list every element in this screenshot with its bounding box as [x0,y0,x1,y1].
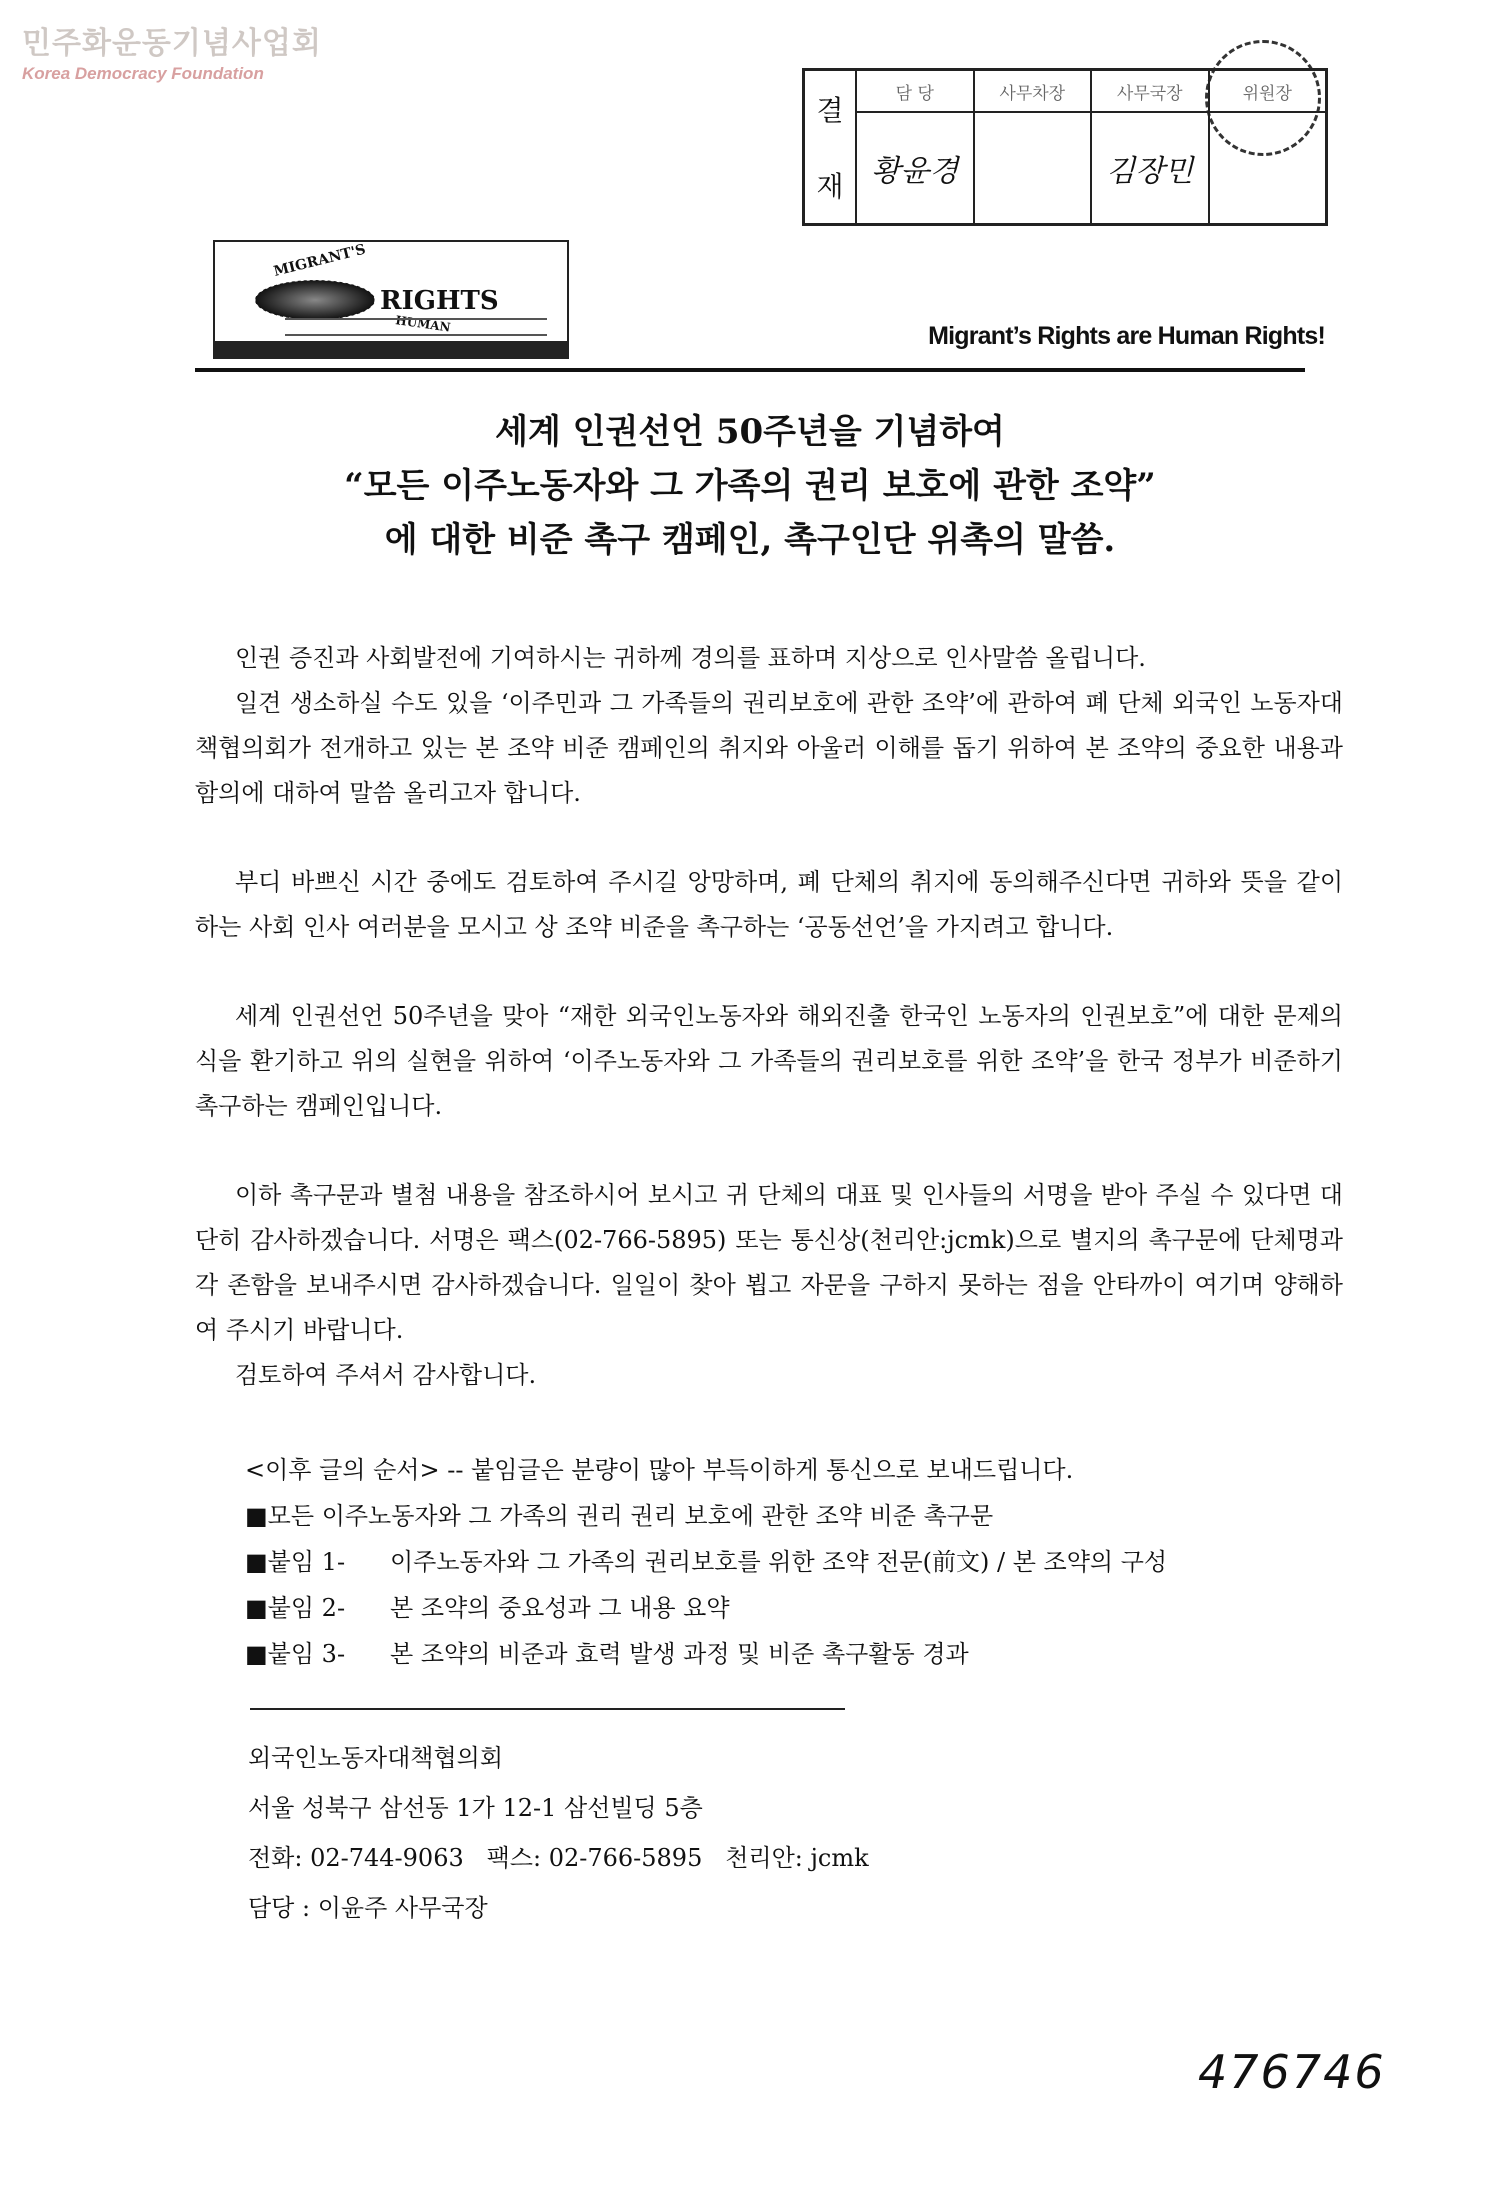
approval-signature: 황윤경 [871,154,959,189]
contact-phone: 전화: 02-744-9063 팩스: 02-766-5895 천리안: jcmk [248,1844,869,1872]
approval-side-label [805,71,857,223]
logo-text-bottom: HUMAN [394,313,452,335]
attachment-item [245,1539,1167,1585]
approval-column-heading: 담 당 [857,71,973,113]
logo-text-main: RIGHTS [380,286,499,316]
attachment-item [245,1493,1167,1539]
attachment-text: 본 조약의 중요성과 그 내용 요약 [390,1594,730,1622]
slogan: Migrant’s Rights are Human Rights! [928,322,1325,350]
document-title [195,405,1305,567]
attachment-number: ■붙임 1- [245,1548,346,1576]
contact-address: 서울 성북구 삼선동 1가 12-1 삼선빌딩 5층 [248,1794,703,1822]
title-line: “모든 이주노동자와 그 가족의 권리 보호에 관한 조약” [344,466,1156,506]
attachment-text: 본 조약의 비준과 효력 발생 과정 및 비준 촉구활동 경과 [390,1640,969,1668]
attachment-number: ■붙임 3- [245,1640,346,1668]
logo-fine-print [285,318,547,336]
attachment-text: 이주노동자와 그 가족의 권리 권리 보호에 관한 조약 비준 촉구문 [321,1502,994,1530]
approval-column [1092,71,1210,223]
title-line: 세계 인권선언 50주년을 기념하여 [495,412,1005,452]
paragraph: 부디 바쁘신 시간 중에도 검토하여 주시길 앙망하며, 폐 단체의 취지에 동의해주신다면 귀하와 뜻을 같이 하는 사회 인사 여러분을 모시고 상 조약 비준을 촉구하는 ‘공동선언’을 가지려고 합니다. [195,868,1343,941]
globe-icon [215,242,567,357]
migrants-rights-logo [213,240,569,359]
attachment-item [245,1631,1167,1677]
attachment-number: ■붙임 2- [245,1594,346,1622]
approval-column-heading: 사무차장 [975,71,1091,113]
approval-box [802,68,1328,226]
approval-signature: 김장민 [1106,154,1194,189]
paragraph: 검토하여 주셔서 감사합니다. [235,1361,537,1389]
approval-column [857,71,975,223]
contact-org: 외국인노동자대책협의회 [248,1744,504,1772]
paragraph: 일견 생소하실 수도 있을 ‘이주민과 그 가족들의 권리보호에 관한 조약’에 관하여 폐 단체 외국인 노동자대책협의회가 전개하고 있는 본 조약 비준 캠페인의 취지와 아울러 이해를 돕기 위하여 본 조약의 중요한 내용과 함의에 대하여 말씀 올리고자 합니다. [195,689,1343,807]
watermark-english: Korea Democracy Foundation [22,64,264,83]
approval-column-heading: 위원장 [1210,71,1326,113]
attachment-item [245,1585,1167,1631]
approval-column [1210,71,1326,223]
approval-side-char: 재 [816,170,844,203]
approval-column-heading: 사무국장 [1092,71,1208,113]
attachment-list [245,1447,1167,1677]
attachment-text: 이주노동자와 그 가족의 권리보호를 위한 조약 전문(前文) / 본 조약의 구성 [390,1548,1168,1576]
approval-column [975,71,1093,223]
title-line: 에 대한 비준 촉구 캠페인, 촉구인단 위촉의 말씀. [384,520,1116,560]
contact-manager: 담당 : 이윤주 사무국장 [248,1894,488,1922]
paragraph: 세계 인권선언 50주년을 맞아 “재한 외국인노동자와 해외진출 한국인 노동자의 인권보호”에 대한 문제의식을 환기하고 위의 실현을 위하여 ‘이주노동자와 그 가족들의 권리보호를 위한 조약’을 한국 정부가 비준하기 촉구하는 캠페인입니다. [195,1002,1343,1120]
archive-number: 476746 [1198,2045,1386,2099]
header-divider [195,368,1305,372]
archive-watermark [22,18,322,84]
logo-band [215,341,567,357]
letter-body [195,636,1343,1398]
logo-text-top: MIGRANT'S [272,242,368,280]
contact-block [248,1733,869,1933]
footer-divider [250,1708,845,1710]
paragraph: 인권 증진과 사회발전에 기여하시는 귀하께 경의를 표하며 지상으로 인사말씀 올립니다. [235,644,1146,672]
attachment-intro: <이후 글의 순서> -- 붙임글은 분량이 많아 부득이하게 통신으로 보내드립니다. [245,1456,1074,1484]
paragraph: 이하 촉구문과 별첨 내용을 참조하시어 보시고 귀 단체의 대표 및 인사들의 서명을 받아 주실 수 있다면 대단히 감사하겠습니다. 서명은 팩스(02-766-5895) 또는 통신상(천리안:jcmk)으로 별지의 촉구문에 단체명과 각 존함을 보내주시면 감사하겠습니다. 일일이 찾아 뵙고 자문을 구하지 못하는 점을 안타까이 여기며 양해하여 주시기 바랍니다. [195,1181,1343,1344]
watermark-korean: 민주화운동기념사업회 [22,26,322,61]
approval-side-char: 결 [816,94,844,127]
attachment-number: ■모든 [245,1502,315,1530]
